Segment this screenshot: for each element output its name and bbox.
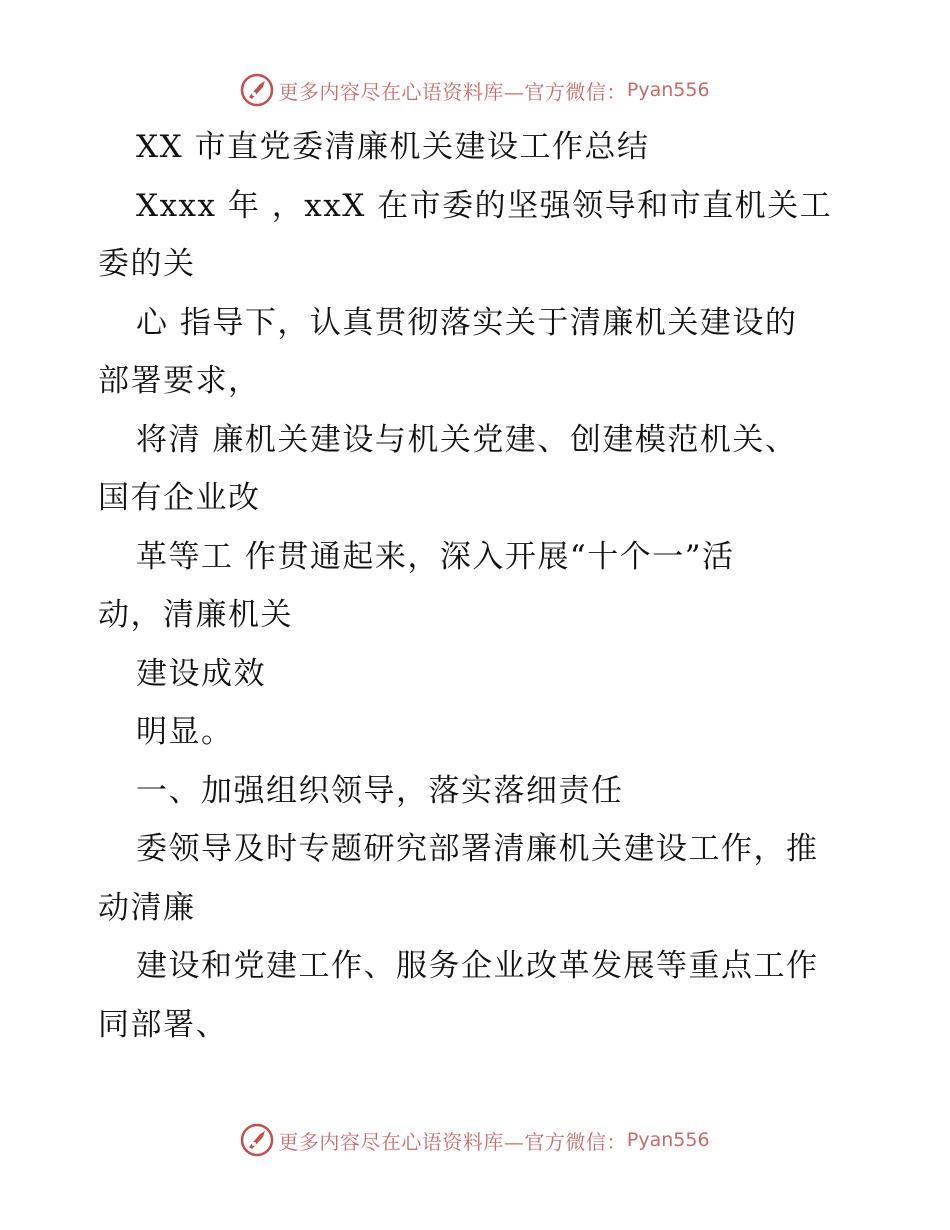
text-line: Xxxx 年 ，xxX 在市委的坚强领导和市直机关工	[136, 187, 833, 224]
text-line: 明显。	[136, 714, 234, 750]
document-body	[98, 118, 888, 1054]
text-line: 动，清廉机关	[98, 597, 293, 633]
pen-nib-logo-icon	[240, 73, 274, 107]
text-line: 国有企业改	[98, 480, 261, 516]
footer-watermark	[0, 1120, 950, 1160]
watermark-text: 更多内容尽在心语资料库—官方微信：	[278, 1129, 627, 1154]
text-line: 委领导及时专题研究部署清廉机关建设工作，推	[136, 831, 819, 867]
text-line: 动清廉	[98, 889, 196, 926]
text-line: 委的关	[98, 246, 196, 282]
pen-nib-logo-icon	[240, 1123, 274, 1157]
text-line: 同部署、	[98, 1006, 228, 1043]
text-line: 革等工 作贯通起来，深入开展“十个一”活	[136, 538, 735, 575]
watermark-text: 更多内容尽在心语资料库—官方微信：	[278, 79, 627, 104]
text-line: XX 市直党委清廉机关建设工作总结	[136, 129, 650, 165]
text-line: 将清 廉机关建设与机关党建、创建模范机关、	[136, 421, 798, 458]
header-watermark	[0, 70, 950, 110]
text-line: 建设成效	[136, 655, 266, 692]
watermark-contact: Pyan556	[626, 79, 710, 101]
text-line: 一、加强组织领导，落实落细责任	[136, 772, 624, 809]
text-line: 心 指导下，认真贯彻落实关于清廉机关建设的	[136, 304, 798, 341]
text-line: 部署要求，	[98, 363, 261, 399]
text-line: 建设和党建工作、服务企业改革发展等重点工作	[136, 948, 819, 984]
watermark-contact: Pyan556	[626, 1129, 710, 1151]
